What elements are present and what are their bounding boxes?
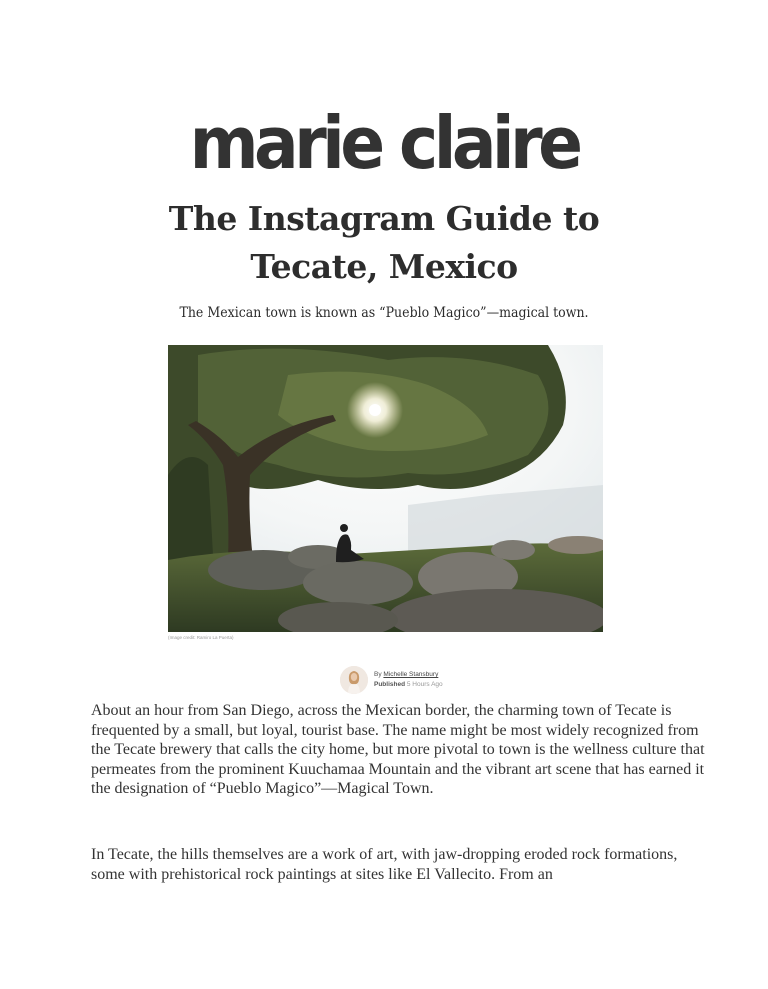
author-avatar[interactable]	[340, 666, 368, 694]
article-subtitle: The Mexican town is known as “Pueblo Magico”—magical town.	[179, 305, 589, 321]
byline-text	[374, 670, 443, 690]
article-title: The Instagram Guide to Tecate, Mexico	[168, 199, 600, 286]
marie-claire-logo[interactable]: marie claire	[189, 101, 579, 185]
body-paragraph-2: In Tecate, the hills themselves are a work of art, with jaw-dropping eroded rock formations, some with prehistorical rock paintings at sites like El Vallecito. From an	[91, 846, 678, 883]
hero-photo-illustration	[168, 345, 603, 632]
byline	[340, 665, 443, 695]
image-credit: (Image credit: Ramiro La Puerta)	[168, 635, 234, 640]
published-time: 5 Hours Ago	[406, 681, 443, 688]
author-link[interactable]: Michelle Stansbury	[383, 671, 439, 678]
published-label: Published	[374, 681, 406, 688]
hero-image	[168, 345, 603, 632]
author-avatar-illustration	[340, 666, 368, 694]
byline-prefix: By	[374, 671, 382, 678]
body-paragraph-1: About an hour from San Diego, across the Mexican border, the charming town of Tecate is frequented by a small, but loyal, tourist base. The name might be most widely recognized from the Tecate brewery that calls the city home, but more pivotal to town is the wellness culture that permeates from the prominent Kuuchamaa Mountain and the vibrant art scene that has earned it the designation of “Pueblo Magico”—Magical Town.	[91, 702, 705, 798]
